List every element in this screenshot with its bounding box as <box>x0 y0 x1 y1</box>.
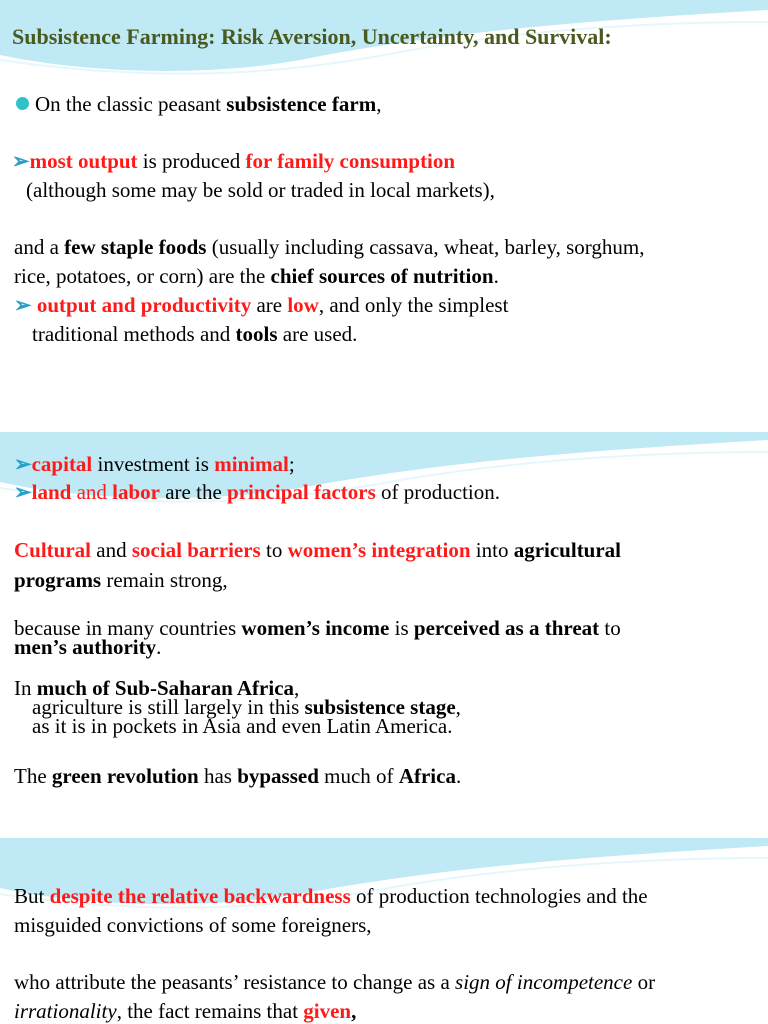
text-line: On the classic peasant subsistence farm, <box>16 92 381 117</box>
arrow-bullet-icon: ➢ <box>14 480 32 504</box>
text-line: In much of Sub-Saharan Africa, <box>14 676 300 700</box>
slide-title: Subsistence Farming: Risk Aversion, Uncertainty, and Survival: <box>12 24 612 49</box>
arrow-bullet-icon: ➢ <box>14 293 37 317</box>
text-line: as it is in pockets in Asia and even Latin America. <box>32 714 453 738</box>
text-line: ➢capital investment is minimal; <box>14 452 295 476</box>
text-line: men’s authority. <box>14 635 162 659</box>
text-line: ➢most output is produced for family consumption <box>12 149 456 173</box>
text-line: But despite the relative backwardness of production technologies and the <box>14 884 648 908</box>
text-line: because in many countries women’s income is perceived as a threat to <box>14 616 621 640</box>
text-line: traditional methods and tools are used. <box>32 322 358 346</box>
text-line: The green revolution has bypassed much of Africa. <box>14 764 462 788</box>
text-line: ➢ output and productivity are low, and only the simplest <box>14 293 509 317</box>
text-line: (although some may be sold or traded in local markets), <box>26 178 495 202</box>
text-line: irrationality, the fact remains that given, <box>14 999 357 1023</box>
text-line: rice, potatoes, or corn) are the chief sources of nutrition. <box>14 264 499 288</box>
text-line: and a few staple foods (usually including cassava, wheat, barley, sorghum, <box>14 235 645 259</box>
bullet-dot-icon <box>16 97 29 110</box>
text-line: misguided convictions of some foreigners, <box>14 913 372 937</box>
text-line: programs remain strong, <box>14 568 228 592</box>
text-line: agriculture is still largely in this subsistence stage, <box>32 695 461 719</box>
arrow-bullet-icon: ➢ <box>12 149 30 173</box>
slide-2 <box>0 432 768 827</box>
slide-1 <box>0 0 768 425</box>
text-line: who attribute the peasants’ resistance to change as a sign of incompetence or <box>14 970 656 994</box>
slide-3 <box>0 838 768 1024</box>
text-line: Cultural and social barriers to women’s integration into agricultural <box>14 538 622 562</box>
arrow-bullet-icon: ➢ <box>14 452 32 476</box>
text-line: ➢land and labor are the principal factors of production. <box>14 480 500 504</box>
